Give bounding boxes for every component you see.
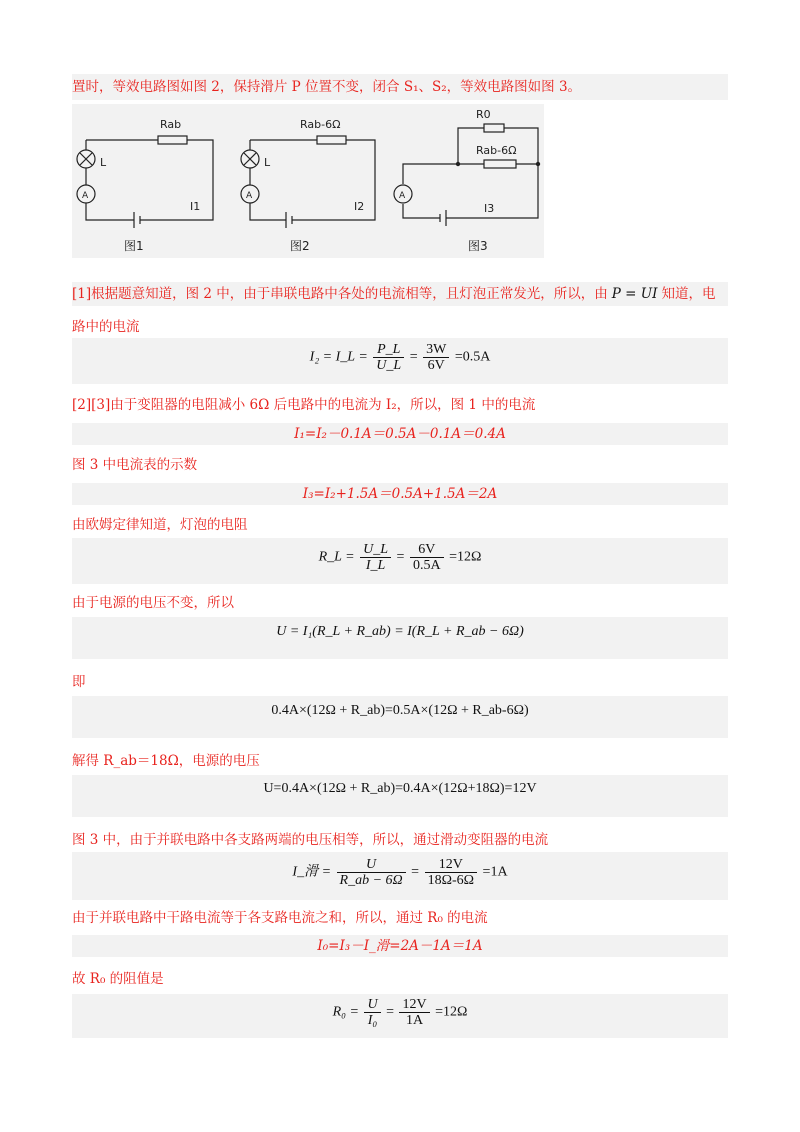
formula-i3: I₃=I₂+1.5A＝0.5A+1.5A＝2A [302, 486, 498, 502]
s1-formula: P = UI [611, 286, 658, 302]
fig2-current-label: I2 [354, 200, 365, 213]
s8-text: 图 3 中，由于并联电路中各支路两端的电压相等，所以，通过滑动变阻器的电流 [72, 832, 549, 848]
f10-num: U [364, 997, 380, 1013]
f8-rhs: =1A [482, 864, 508, 880]
f1-den2: 6V [427, 358, 445, 373]
f1-eq: = [409, 349, 418, 365]
fig1-caption: 图1 [124, 239, 144, 253]
fig3-caption: 图3 [468, 239, 488, 253]
circuit-diagrams-svg [72, 104, 544, 258]
f8-num2: 12V [425, 857, 477, 873]
fig1-lamp-label: L [100, 156, 107, 169]
s7-text: 解得 R_ab＝18Ω，电源的电压 [72, 753, 260, 769]
f10-lhs: R₀ = [332, 1004, 359, 1020]
f4-num: U_L [360, 542, 391, 558]
f8-eq: = [411, 864, 420, 880]
f10-frac1 [364, 997, 380, 1028]
s1-text-a-end: 知道，电 [661, 286, 716, 302]
f4-frac2 [410, 542, 444, 573]
fig3-r0-label: R0 [476, 108, 491, 121]
formula-r0 [72, 997, 728, 1028]
fig2-ammeter-label: A [246, 191, 253, 201]
s1-line-a [72, 285, 716, 303]
fig2-lamp-label: L [264, 156, 271, 169]
f1-lhs: I₂ = I_L = [309, 349, 368, 365]
fig3-resistor-label: Rab-6Ω [476, 144, 517, 157]
s3-text: 图 3 中电流表的示数 [72, 457, 198, 473]
f1-den: U_L [376, 358, 402, 373]
f8-num: U [337, 857, 406, 873]
s1-line-b: 路中的电流 [72, 319, 140, 335]
s4-text: 由欧姆定律知道，灯泡的电阻 [72, 517, 248, 533]
f1-num: P_L [373, 342, 404, 358]
f8-frac2 [425, 857, 477, 888]
f10-den2: 1A [405, 1013, 424, 1028]
s1-text-a: [1]根据题意知道，图 2 中，由于串联电路中各处的电流相等，且灯泡正常发光，所以，由 [72, 286, 608, 302]
formula-source-voltage: U=0.4A×(12Ω + R_ab)=0.4A×(12Ω+18Ω)=12V [263, 781, 537, 796]
formula-i1: I₁=I₂－0.1A＝0.5A－0.1A＝0.4A [294, 426, 506, 442]
f10-frac2 [399, 997, 429, 1028]
fig3-ammeter-label: A [399, 191, 406, 201]
fig1-current-label: I1 [190, 200, 201, 213]
s5-text: 由于电源的电压不变，所以 [72, 595, 234, 611]
f10-num2: 12V [399, 997, 429, 1013]
fig3-current-label: I3 [484, 202, 495, 215]
fig2-caption: 图2 [290, 239, 310, 253]
f4-den2: 0.5A [412, 558, 441, 573]
intro-line: 置时，等效电路图如图 2，保持滑片 P 位置不变，闭合 S₁、S₂，等效电路图如图 3。 [72, 79, 582, 95]
formula-current-i2 [72, 342, 728, 373]
s2-text: [2][3]由于变阻器的电阻减小 6Ω 后电路中的电流为 I₂，所以，图 1 中的电流 [72, 397, 536, 413]
formula-rheostat-current [72, 857, 728, 888]
f10-eq: = [386, 1004, 394, 1020]
f8-lhs: I_滑 = [292, 864, 332, 880]
formula-resistance-rl [72, 542, 728, 573]
f4-eq: = [396, 549, 405, 565]
f10-rhs: =12Ω [435, 1004, 468, 1020]
f4-den: I_L [365, 558, 386, 573]
circuit-figures [72, 104, 544, 258]
fig1-ammeter-label: A [82, 191, 89, 201]
f8-frac1 [337, 857, 406, 888]
f1-num2: 3W [423, 342, 449, 358]
f8-den: R_ab − 6Ω [339, 873, 403, 888]
f1-frac1 [373, 342, 404, 373]
fig2-resistor-label: Rab-6Ω [300, 118, 341, 131]
fig1-resistor-label: Rab [160, 118, 182, 131]
s10-text: 故 R₀ 的阻值是 [72, 971, 164, 987]
f1-frac2 [423, 342, 449, 373]
f4-lhs: R_L = [318, 549, 355, 565]
s9-text: 由于并联电路中干路电流等于各支路电流之和，所以，通过 R₀ 的电流 [72, 910, 488, 926]
formula-i0: I₀=I₃－I_滑=2A－1A＝1A [317, 938, 483, 954]
s6-text: 即 [72, 674, 86, 690]
f4-frac1 [360, 542, 391, 573]
f8-den2: 18Ω-6Ω [427, 873, 475, 888]
f1-rhs: =0.5A [454, 349, 491, 365]
formula-voltage-equation: U = I₁(R_L + R_ab) = I(R_L + R_ab − 6Ω) [276, 624, 524, 639]
f10-den: I₀ [367, 1013, 378, 1028]
formula-substitution: 0.4A×(12Ω + R_ab)=0.5A×(12Ω + R_ab-6Ω) [271, 703, 529, 718]
f4-num2: 6V [410, 542, 444, 558]
f4-rhs: =12Ω [449, 549, 482, 565]
